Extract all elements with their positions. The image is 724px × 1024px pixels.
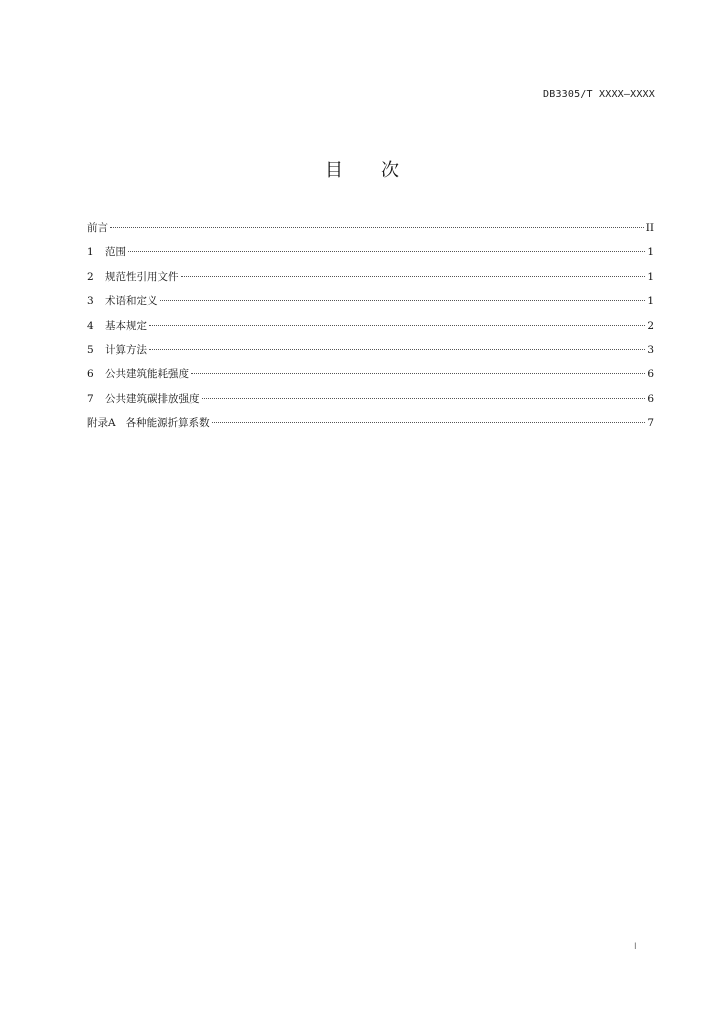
toc-entry-page: II bbox=[645, 222, 654, 234]
toc-leader bbox=[160, 299, 646, 301]
toc-entry-page: 1 bbox=[647, 246, 654, 259]
toc-entry-page: 1 bbox=[647, 270, 654, 283]
toc-entry-number: 4 bbox=[87, 319, 94, 332]
toc-leader bbox=[149, 324, 645, 326]
toc-entry-title: 术语和定义 bbox=[105, 295, 158, 308]
toc-leader bbox=[181, 275, 646, 277]
toc-entry-number: 7 bbox=[87, 392, 94, 405]
toc-entry-number: 2 bbox=[87, 270, 94, 283]
toc-entry-page: 7 bbox=[647, 417, 654, 430]
toc-entry-title: 计算方法 bbox=[105, 343, 147, 356]
toc-entry-page: 2 bbox=[647, 319, 654, 332]
toc-entry-calculation-method[interactable] bbox=[87, 342, 654, 366]
toc-entry-number: 3 bbox=[87, 295, 94, 308]
toc-entry-foreword[interactable] bbox=[87, 220, 654, 244]
toc-leader bbox=[191, 372, 645, 374]
toc-leader bbox=[149, 348, 645, 350]
toc-entry-title: 范围 bbox=[105, 246, 126, 259]
toc-entry-page: 6 bbox=[647, 392, 654, 405]
toc-entry-page: 6 bbox=[647, 368, 654, 381]
toc-entry-title: 各种能源折算系数 bbox=[125, 417, 210, 430]
toc-entry-appendix-a[interactable] bbox=[87, 415, 654, 439]
toc-leader bbox=[110, 226, 644, 228]
toc-entry-page: 1 bbox=[647, 295, 654, 308]
toc-entry-title: 基本规定 bbox=[105, 319, 147, 332]
page-number: I bbox=[634, 942, 637, 952]
toc-entry-scope[interactable] bbox=[87, 244, 654, 268]
toc-entry-basic-provisions[interactable] bbox=[87, 318, 654, 342]
toc-entry-normative-references[interactable] bbox=[87, 269, 654, 293]
toc-list bbox=[87, 220, 654, 440]
toc-leader bbox=[202, 397, 646, 399]
toc-title-char-1: 目 bbox=[325, 160, 343, 181]
document-code: DB3305/T XXXX—XXXX bbox=[543, 89, 655, 100]
toc-entry-title: 规范性引用文件 bbox=[105, 270, 179, 283]
toc-title bbox=[0, 156, 724, 182]
toc-entry-title: 公共建筑碳排放强度 bbox=[105, 392, 200, 405]
toc-entry-page: 3 bbox=[647, 343, 654, 356]
toc-entry-terms-definitions[interactable] bbox=[87, 293, 654, 317]
toc-entry-title: 公共建筑能耗强度 bbox=[105, 368, 189, 381]
toc-leader bbox=[212, 421, 646, 423]
toc-title-char-2: 次 bbox=[381, 160, 399, 181]
toc-leader bbox=[128, 250, 645, 252]
toc-entry-title: 前言 bbox=[87, 222, 108, 234]
toc-entry-energy-intensity[interactable] bbox=[87, 366, 654, 390]
toc-entry-number: 1 bbox=[87, 246, 94, 259]
toc-entry-number: 6 bbox=[87, 368, 94, 381]
toc-entry-number: 附录A bbox=[87, 417, 116, 430]
toc-entry-number: 5 bbox=[87, 343, 94, 356]
toc-entry-carbon-intensity[interactable] bbox=[87, 391, 654, 415]
